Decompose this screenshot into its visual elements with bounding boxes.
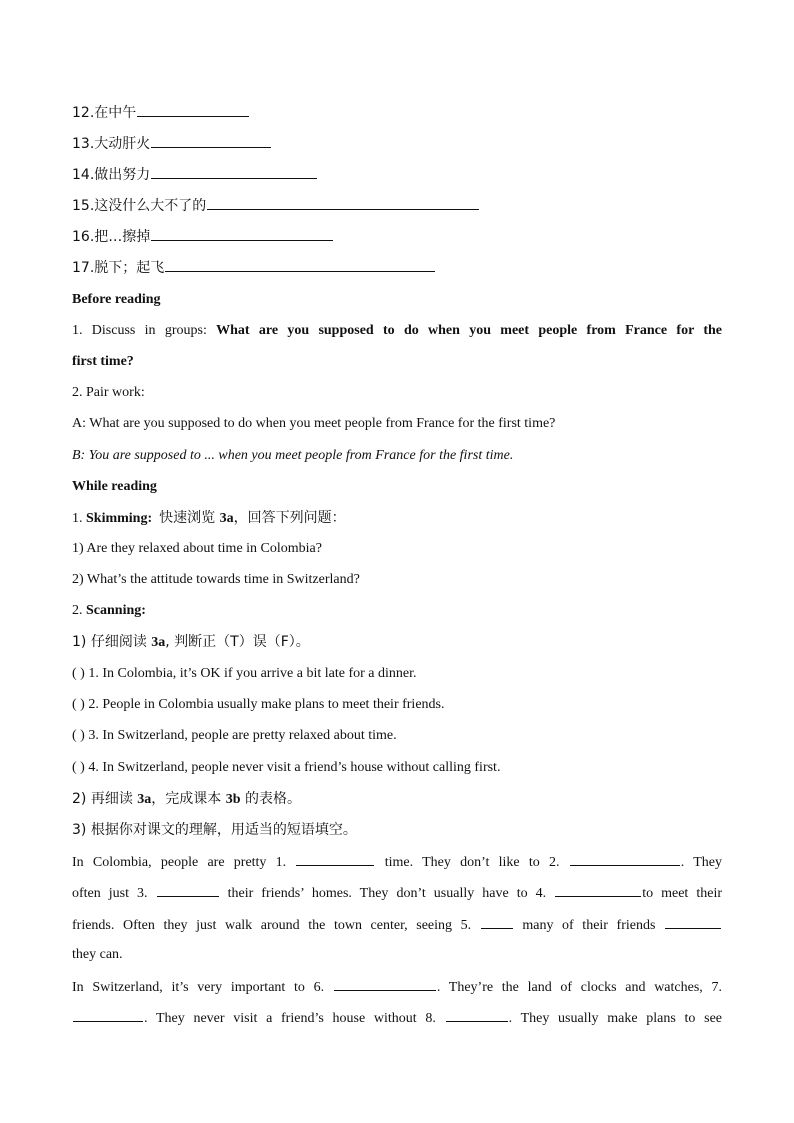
- vocab-num: 14.: [72, 167, 95, 183]
- vocab-item-13: [72, 133, 722, 154]
- passage-text: to meet their: [642, 886, 723, 901]
- tf-item-3[interactable]: ( ) 3. In Switzerland, people are pretty relaxed about time.: [72, 728, 397, 743]
- passage-text: friends. Often they just walk around the town center, seeing 5.: [72, 918, 472, 933]
- skimming-label: Skimming:: [86, 511, 153, 526]
- tf-item-4[interactable]: ( ) 4. In Switzerland, people never visit a friend’s house without calling first.: [72, 760, 501, 775]
- blank-1[interactable]: [296, 851, 374, 866]
- vocab-item-17: [72, 257, 722, 278]
- skimming-ref: 3a: [219, 511, 234, 526]
- discuss-question-bold: What are you supposed to do when you meet people from France for the: [216, 323, 722, 338]
- vocab-num: 13.: [72, 136, 95, 152]
- passage-text: often just 3.: [72, 886, 148, 901]
- answer-blank[interactable]: [151, 133, 271, 148]
- blank-8[interactable]: [446, 1007, 508, 1022]
- discuss-question: [72, 321, 722, 341]
- passage-text: many of their friends: [522, 918, 656, 933]
- discuss-prefix: 1. Discuss in groups:: [72, 323, 217, 338]
- answer-blank[interactable]: [137, 102, 249, 117]
- skimming-question-1: 1) Are they relaxed about time in Colombia?: [72, 541, 322, 556]
- answer-blank[interactable]: [165, 257, 435, 272]
- blank-5[interactable]: [481, 914, 513, 929]
- scanning-task-1: [72, 632, 722, 653]
- blank-7[interactable]: [73, 1007, 143, 1022]
- blank-3[interactable]: [157, 882, 219, 897]
- scanning-task-3: 3) 根据你对课文的理解，用适当的短语填空。: [72, 822, 357, 838]
- task2-cn-mid: ，完成课本: [151, 791, 226, 807]
- scanning-label: Scanning:: [86, 603, 146, 618]
- blank-6[interactable]: [334, 976, 436, 991]
- answer-blank[interactable]: [207, 195, 479, 210]
- skimming-num: 1.: [72, 511, 86, 526]
- pair-work-label: 2. Pair work:: [72, 385, 145, 400]
- skimming-question-2: 2) What’s the attitude towards time in Switzerland?: [72, 572, 360, 587]
- skimming-instruction: [72, 508, 722, 529]
- vocab-item-16: [72, 226, 722, 247]
- vocab-num: 15.: [72, 198, 95, 214]
- passage-text: In Switzerland, it’s very important to 6.: [72, 980, 325, 995]
- scanning-num: 2.: [72, 603, 86, 618]
- passage-line-4: they can.: [72, 947, 123, 962]
- passage-line-1: [72, 851, 722, 873]
- section-heading-while-reading: While reading: [72, 479, 157, 494]
- task1-cn-end: , 判断正（T）误（F）。: [165, 634, 310, 650]
- vocab-item-14: [72, 164, 722, 185]
- passage-text: their friends’ homes. They don’t usually have to 4.: [227, 886, 547, 901]
- section-heading-before-reading: Before reading: [72, 292, 161, 307]
- task2-cn-end: 的表格。: [240, 791, 301, 807]
- dialogue-a: A: What are you supposed to do when you meet people from France for the first time?: [72, 416, 556, 431]
- vocab-item-12: [72, 102, 722, 123]
- task1-cn: 1) 仔细阅读: [72, 634, 152, 650]
- dialogue-b: B: You are supposed to ... when you meet people from France for the first time.: [72, 448, 514, 463]
- blank-4[interactable]: [555, 882, 641, 897]
- blank-2[interactable]: [570, 851, 680, 866]
- passage-text: . They’re the land of clocks and watches, 7.: [436, 980, 722, 995]
- scanning-instruction: [72, 601, 722, 621]
- skimming-cn: 快速浏览: [159, 510, 220, 526]
- passage-line-2: [72, 882, 722, 904]
- discuss-question-cont: first time?: [72, 354, 134, 369]
- skimming-cn-end: ，回答下列问题：: [233, 510, 346, 526]
- vocab-item-15: [72, 195, 722, 216]
- passage-text: . They never visit a friend’s house without 8.: [144, 1011, 436, 1026]
- vocab-text: 这没什么大不了的: [94, 198, 207, 214]
- passage-text: . They: [680, 855, 723, 870]
- vocab-text: 大动肝火: [94, 136, 151, 152]
- task2-cn: 2) 再细读: [72, 791, 138, 807]
- passage-line-3: [72, 914, 722, 936]
- tf-item-2[interactable]: ( ) 2. People in Colombia usually make plans to meet their friends.: [72, 697, 445, 712]
- task2-ref: 3a: [137, 792, 152, 807]
- vocab-num: 12.: [72, 105, 95, 121]
- vocab-text: 脱下；起飞: [94, 260, 165, 276]
- vocab-text: 做出努力: [94, 167, 151, 183]
- vocab-num: 17.: [72, 260, 95, 276]
- answer-blank[interactable]: [151, 164, 317, 179]
- vocab-text: 把…擦掉: [94, 229, 151, 245]
- passage-line-6: [72, 1007, 722, 1029]
- passage-line-5: [72, 976, 722, 998]
- vocab-text: 在中午: [94, 105, 137, 121]
- vocab-num: 16.: [72, 229, 95, 245]
- scanning-task-2: [72, 789, 722, 810]
- answer-blank[interactable]: [151, 226, 333, 241]
- task1-ref: 3a: [151, 635, 166, 650]
- blank-5b[interactable]: [665, 914, 721, 929]
- passage-text: . They usually make plans to see: [508, 1011, 723, 1026]
- passage-text: In Colombia, people are pretty 1.: [72, 855, 287, 870]
- tf-item-1[interactable]: ( ) 1. In Colombia, it’s OK if you arrive a bit late for a dinner.: [72, 666, 417, 681]
- passage-text: time. They don’t like to 2.: [384, 855, 560, 870]
- task2-ref2: 3b: [225, 792, 241, 807]
